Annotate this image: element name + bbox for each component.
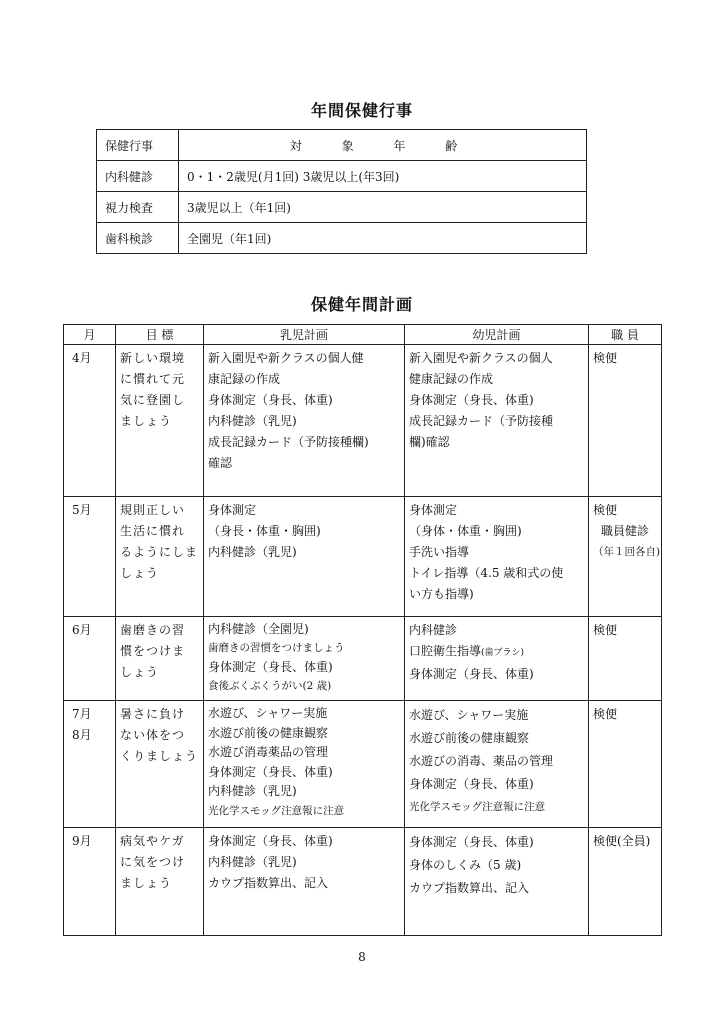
plan-line: 水遊びの消毒、薬品の管理 bbox=[409, 754, 554, 768]
plan-line: 健康記録の作成 bbox=[409, 372, 494, 386]
plan-line: 身体測定（身長、体重) bbox=[208, 764, 333, 779]
toddler-plan-cell bbox=[405, 617, 589, 701]
table-header-row bbox=[64, 325, 662, 345]
toddler-plan-cell bbox=[405, 497, 589, 617]
goal-line: しょう bbox=[120, 665, 160, 679]
infant-plan-cell bbox=[204, 701, 405, 828]
staff-cell bbox=[589, 345, 662, 497]
header-staff: 職 員 bbox=[589, 325, 662, 345]
table-row bbox=[97, 223, 587, 254]
plan-line-text: 口腔衛生指導 bbox=[409, 644, 482, 658]
plan-line: 確認 bbox=[208, 456, 233, 470]
plan-line: 身体測定（身長、体重) bbox=[409, 667, 534, 681]
header-month: 月 bbox=[64, 325, 116, 345]
plan-line: 康記録の作成 bbox=[208, 372, 281, 386]
goal-line: 慣をつけま bbox=[120, 644, 186, 658]
plan-line: 水遊び、シャワー実施 bbox=[409, 708, 529, 722]
plan-line: 身体測定 bbox=[208, 503, 257, 517]
staff-cell bbox=[589, 828, 662, 936]
staff-cell bbox=[589, 497, 662, 617]
plan-line: 新入園児や新クラスの個人 bbox=[409, 351, 553, 365]
goal-cell bbox=[116, 701, 204, 828]
plan-line: 成長記録カード（予防接種 bbox=[409, 414, 554, 428]
goal-line: 暑さに負け bbox=[120, 707, 186, 721]
event-name: 視力検査 bbox=[97, 192, 179, 223]
plan-line: （身長・体重・胸囲) bbox=[208, 524, 321, 538]
goal-line: 気に登園し bbox=[120, 393, 186, 407]
header-target-age: 対 象 年 齢 bbox=[179, 130, 587, 161]
table-row bbox=[97, 161, 587, 192]
plan-line: 手洗い指導 bbox=[409, 545, 470, 559]
event-name: 内科健診 bbox=[97, 161, 179, 192]
goal-cell bbox=[116, 828, 204, 936]
plan-line: 内科健診（乳児) bbox=[208, 784, 297, 798]
plan-line: 光化学スモッグ注意報に注意 bbox=[208, 804, 345, 817]
goal-line: 生活に慣れ bbox=[120, 524, 186, 538]
goal-cell bbox=[116, 617, 204, 701]
plan-line: 身体測定（身長、体重) bbox=[208, 834, 333, 848]
staff-cell bbox=[589, 701, 662, 828]
table-row bbox=[64, 617, 662, 701]
goal-line: ましょう bbox=[120, 414, 173, 428]
plan-line: カウプ指数算出、記入 bbox=[409, 881, 530, 895]
goal-cell bbox=[116, 345, 204, 497]
plan-line: 身体測定 bbox=[409, 503, 458, 517]
staff-line: 検便 bbox=[593, 707, 618, 721]
plan-line: 水遊び前後の健康観察 bbox=[409, 731, 530, 745]
month-cell bbox=[64, 828, 116, 936]
goal-line: 歯磨きの習 bbox=[120, 623, 186, 637]
table-row bbox=[64, 345, 662, 497]
header-event: 保健行事 bbox=[97, 130, 179, 161]
table-row bbox=[64, 497, 662, 617]
table-row bbox=[64, 701, 662, 828]
staff-line: 検便 bbox=[593, 351, 618, 365]
infant-plan-cell bbox=[204, 617, 405, 701]
table-row bbox=[64, 828, 662, 936]
toddler-plan-cell bbox=[405, 345, 589, 497]
plan-line: トイレ指導（4.5 歳和式の使 bbox=[409, 566, 564, 580]
plan-line: カウプ指数算出、記入 bbox=[208, 876, 329, 890]
plan-line: 内科健診（全園児) bbox=[208, 622, 309, 636]
staff-line: 検便(全員) bbox=[593, 834, 651, 848]
plan-line: （身体・体重・胸囲) bbox=[409, 524, 522, 538]
plan-line: 身体測定（身長、体重) bbox=[208, 393, 333, 407]
plan-line: 身体のしくみ（5 歳) bbox=[409, 858, 522, 872]
goal-line: るようにしま bbox=[120, 545, 199, 559]
header-goal: 目 標 bbox=[116, 325, 204, 345]
plan-line: 欄)確認 bbox=[409, 435, 450, 449]
plan-line: い方も指導) bbox=[409, 587, 474, 601]
event-name: 歯科検診 bbox=[97, 223, 179, 254]
staff-line: （年１回各自) bbox=[593, 546, 661, 558]
event-target: 3歳児以上（年1回) bbox=[179, 192, 587, 223]
goal-line: くりましょう bbox=[120, 749, 199, 763]
table-header-row bbox=[97, 130, 587, 161]
month-label: 6月 bbox=[72, 623, 92, 637]
toddler-plan-cell bbox=[405, 828, 589, 936]
goal-line: に慣れて元 bbox=[120, 372, 186, 386]
staff-cell bbox=[589, 617, 662, 701]
table-row bbox=[97, 192, 587, 223]
goal-line: 規則正しい bbox=[120, 503, 186, 517]
plan-line: 水遊び前後の健康観察 bbox=[208, 725, 329, 740]
month-label: 4月 bbox=[72, 351, 92, 365]
infant-plan-cell bbox=[204, 497, 405, 617]
goal-line: 新しい環境 bbox=[120, 351, 186, 365]
month-cell bbox=[64, 617, 116, 701]
plan-line: 内科健診（乳児) bbox=[208, 414, 297, 428]
plan-title: 保健年間計画 bbox=[310, 295, 413, 314]
header-infant-plan: 乳児計画 bbox=[204, 325, 405, 345]
plan-line: 水遊び、シャワー実施 bbox=[208, 706, 328, 720]
plan-line: 身体測定（身長、体重) bbox=[409, 835, 534, 849]
month-label: 7月 bbox=[72, 707, 92, 721]
plan-line: 身体測定（身長、体重) bbox=[409, 393, 534, 407]
month-cell bbox=[64, 701, 116, 828]
month-label: 8月 bbox=[72, 728, 92, 742]
plan-line: 歯磨きの習慣をつけましょう bbox=[208, 642, 345, 654]
staff-line: 職員健診 bbox=[600, 524, 649, 538]
plan-line: 光化学スモッグ注意報に注意 bbox=[409, 801, 546, 813]
month-cell bbox=[64, 497, 116, 617]
plan-line: 成長記録カード（予防接種欄) bbox=[208, 435, 369, 449]
event-target: 全園児（年1回) bbox=[179, 223, 587, 254]
events-title: 年間保健行事 bbox=[310, 101, 413, 120]
plan-line: 新入園児や新クラスの個人健 bbox=[208, 351, 364, 365]
plan-line: 身体測定（身長、体重) bbox=[208, 660, 333, 674]
header-toddler-plan: 幼児計画 bbox=[405, 325, 589, 345]
page-number: 8 bbox=[358, 950, 366, 964]
plan-line: 水遊び消毒薬品の管理 bbox=[208, 745, 329, 759]
infant-plan-cell bbox=[204, 828, 405, 936]
goal-line: しょう bbox=[120, 566, 160, 580]
plan-line: 内科健診（乳児) bbox=[208, 855, 297, 869]
month-cell bbox=[64, 345, 116, 497]
goal-line: ましょう bbox=[120, 876, 173, 890]
goal-line: に気をつけ bbox=[120, 855, 186, 869]
month-label: 9月 bbox=[72, 834, 92, 848]
event-target: 0・1・2歳児(月1回) 3歳児以上(年3回) bbox=[179, 161, 587, 192]
plan-line: 身体測定（身長、体重) bbox=[409, 777, 534, 791]
goal-cell bbox=[116, 497, 204, 617]
staff-line: 検便 bbox=[593, 623, 618, 637]
month-label: 5月 bbox=[72, 503, 92, 517]
annual-health-events-table bbox=[96, 129, 587, 254]
annual-health-plan-table bbox=[63, 324, 662, 936]
toothbrush-note: (歯ブラシ) bbox=[481, 648, 525, 658]
staff-line: 検便 bbox=[593, 503, 618, 517]
plan-line: 食後ぶくぶくうがい(2 歳) bbox=[208, 680, 332, 692]
plan-line: 内科健診（乳児) bbox=[208, 545, 297, 559]
goal-line: ない体をつ bbox=[120, 728, 186, 742]
goal-line: 病気やケガ bbox=[120, 834, 185, 848]
infant-plan-cell bbox=[204, 345, 405, 497]
toddler-plan-cell bbox=[405, 701, 589, 828]
plan-line: 内科健診 bbox=[409, 623, 458, 637]
plan-line bbox=[409, 641, 584, 664]
